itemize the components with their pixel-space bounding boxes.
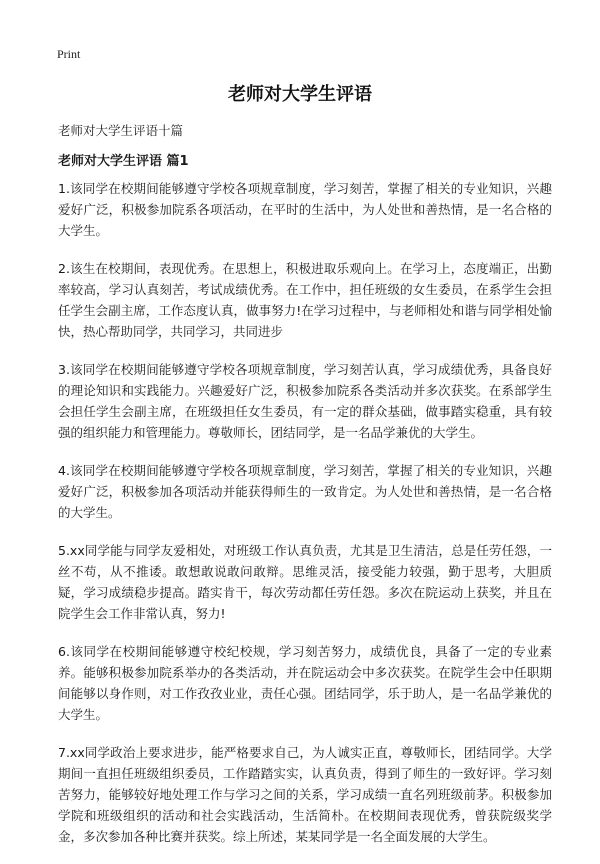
comment-item-6: 6.该同学在校期间能够遵守校纪校规，学习刻苦努力，成绩优良，具备了一定的专业素养。能够积极参加院系举办的各类活动，并在院运动会中多次获奖。在院学生会中任职期间能够以身作则，对工作孜孜业业，责任心强。团结同学，乐于助人，是一名品学兼优的大学生。 <box>58 644 552 722</box>
comment-list <box>58 178 552 864</box>
section-title: 老师对大学生评语 篇1 <box>58 154 189 169</box>
page-title: 老师对大学生评语 <box>228 84 372 105</box>
comment-item-1: 1.该同学在校期间能够遵守学校各项规章制度，学习刻苦，掌握了相关的专业知识，兴趣爱好广泛，积极参加院系各项活动，在平时的生活中，为人处世和善热情，是一名合格的大学生。 <box>58 181 552 238</box>
print-link[interactable]: Print <box>57 47 81 61</box>
comment-item-2: 2.该生在校期间，表现优秀。在思想上，积极进取乐观向上。在学习上，态度端正，出勤率较高，学习认真刻苦，考试成绩优秀。在工作中，担任班级的女生委员，在系学生会担任学生会副主席，工作态度认真，做事努力!在学习过程中，与老师相处和谐与同学相处愉快，热心帮助同学，共同学习，共同进步 <box>58 261 552 339</box>
comment-item-7: 7.xx同学政治上要求进步，能严格要求自己，为人诚实正直，尊敬师长，团结同学。大学期间一直担任班级组织委员，工作踏踏实实，认真负责，得到了师生的一致好评。学习刻苦努力，能够较好地处理工作与学习之间的关系，学习成绩一直名列班级前茅。积极参加学院和班级组织的活动和社会实践活动，生活简朴。在校期间表现优秀，曾获院级奖学金，多次参加各种比赛并获奖。综上所述，某某同学是一名全面发展的大学生。 <box>58 745 552 844</box>
comment-item-3: 3.该同学在校期间能够遵守学校各项规章制度，学习刻苦认真，学习成绩优秀，具备良好的理论知识和实践能力。兴趣爱好广泛，积极参加院系各类活动并多次获奖。在系部学生会担任学生会副主席，在班级担任女生委员，有一定的群众基础，做事踏实稳重，具有较强的组织能力和管理能力。尊敬师长，团结同学，是一名品学兼优的大学生。 <box>58 362 552 440</box>
comment-item-4: 4.该同学在校期间能够遵守学校各项规章制度，学习刻苦，掌握了相关的专业知识，兴趣爱好广泛，积极参加各项活动并能获得师生的一致肯定。为人处世和善热情，是一名合格的大学生。 <box>58 463 552 520</box>
document-subtitle: 老师对大学生评语十篇 <box>58 123 184 138</box>
comment-item-5: 5.xx同学能与同学友爱相处，对班级工作认真负责，尤其是卫生清洁，总是任劳任怨，一丝不苟，从不推诿。敢想敢说敢问敢辩。思维灵活，接受能力较强，勤于思考，大胆质疑，学习成绩稳步提高。踏实肯干，每次劳动都任劳任怨。多次在院运动上获奖，并且在院学生会工作非常认真，努力! <box>58 543 552 621</box>
